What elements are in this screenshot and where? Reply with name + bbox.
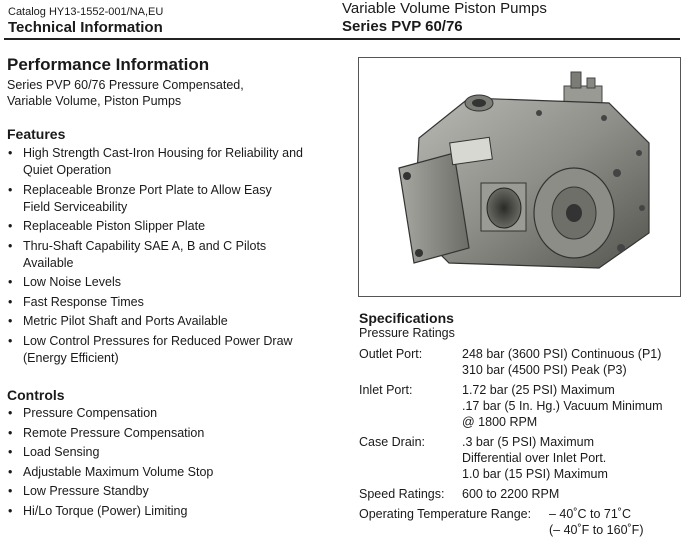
performance-subtitle-line: Series PVP 60/76 Pressure Compensated, [7, 78, 244, 92]
header-right [342, 0, 547, 36]
header-left [8, 6, 163, 37]
series-title: Series PVP 60/76 [342, 18, 463, 35]
list-item: • Adjustable Maximum Volume Stop [7, 464, 342, 481]
section-title: Technical Information [8, 19, 163, 36]
list-item: • High Strength Cast-Iron Housing for Reliability and Quiet Operation [7, 145, 342, 179]
performance-subtitle [7, 77, 327, 109]
controls-list [7, 405, 342, 522]
features-title: Features [7, 126, 66, 142]
spec-label: Operating Temperature Range: [359, 507, 532, 521]
spec-label: Inlet Port: [359, 383, 413, 397]
specifications-title: Specifications [359, 310, 454, 326]
list-item: • Load Sensing [7, 444, 342, 461]
list-item: • Low Pressure Standby [7, 483, 342, 500]
spec-value: – 40˚C to 71˚C (– 40˚F to 160˚F) [549, 507, 644, 537]
piston-pump-icon [359, 58, 681, 297]
spec-value: 1.72 bar (25 PSI) Maximum .17 bar (5 In. Hg.) Vacuum Minimum @ 1800 RPM [462, 383, 663, 429]
pump-photo [358, 57, 681, 297]
features-list [7, 145, 342, 369]
spec-value: 248 bar (3600 PSI) Continuous (P1) 310 bar (4500 PSI) Peak (P3) [462, 347, 662, 377]
list-item: • Replaceable Bronze Port Plate to Allow Easy Field Serviceability [7, 182, 342, 216]
product-title: Variable Volume Piston Pumps [342, 0, 547, 17]
list-item: • Fast Response Times [7, 294, 342, 311]
spec-value: 600 to 2200 RPM [462, 487, 560, 501]
list-item: • Pressure Compensation [7, 405, 342, 422]
catalog-number: Catalog HY13-1552-001/NA,EU [8, 6, 164, 18]
controls-title: Controls [7, 387, 65, 403]
performance-subtitle-line: Variable Volume, Piston Pumps [7, 94, 182, 108]
performance-title: Performance Information [7, 55, 210, 74]
spec-label: Speed Ratings: [359, 487, 445, 501]
list-item: • Low Noise Levels [7, 274, 342, 291]
list-item: • Metric Pilot Shaft and Ports Available [7, 313, 342, 330]
specifications-subtitle: Pressure Ratings [359, 326, 455, 340]
spec-label: Case Drain: [359, 435, 425, 449]
list-item: • Hi/Lo Torque (Power) Limiting [7, 503, 342, 520]
list-item: • Replaceable Piston Slipper Plate [7, 218, 342, 235]
list-item: • Thru-Shaft Capability SAE A, B and C Pilots Available [7, 238, 342, 272]
list-item: • Low Control Pressures for Reduced Power Draw (Energy Efficient) [7, 333, 342, 367]
spec-label: Outlet Port: [359, 347, 423, 361]
list-item: • Remote Pressure Compensation [7, 425, 342, 442]
header-rule [4, 38, 680, 40]
spec-value: .3 bar (5 PSI) Maximum Differential over Inlet Port. 1.0 bar (15 PSI) Maximum [462, 435, 608, 481]
